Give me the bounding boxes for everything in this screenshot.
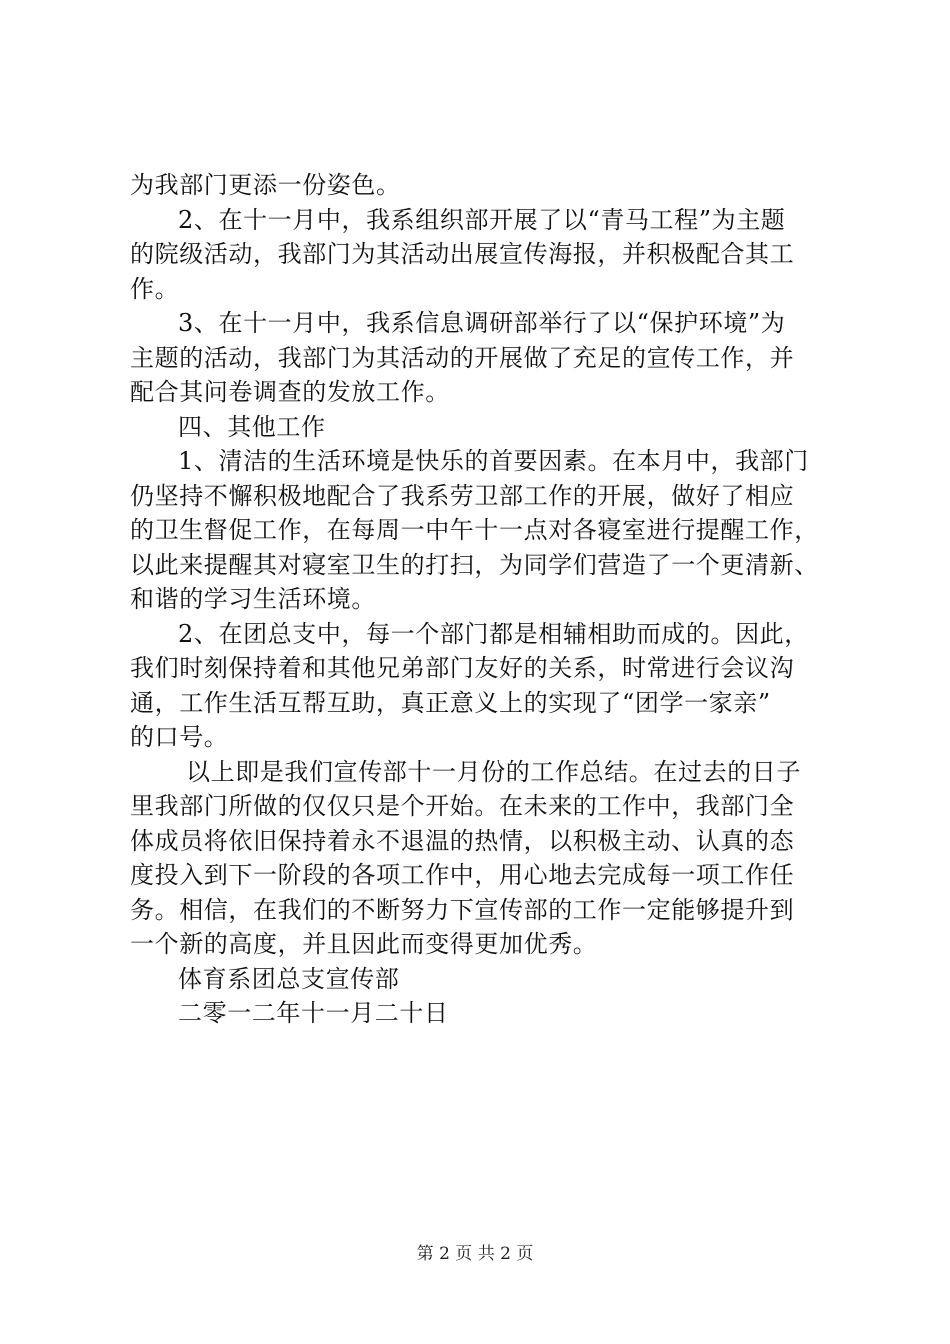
summary-paragraph-start: 以上即是我们宣传部十一月份的工作总结。在过去的日子 bbox=[186, 757, 801, 786]
signature-date: 二零一二年十一月二十日 bbox=[178, 999, 449, 1027]
paragraph-item-1-start: 1、清洁的生活环境是快乐的首要因素。在本月中，我部门 bbox=[178, 447, 809, 475]
document-body bbox=[130, 168, 840, 1031]
section-heading-other-work: 四、其他工作 bbox=[178, 412, 326, 441]
text-line: 作。 bbox=[130, 274, 180, 303]
text-line: 主题的活动，我部门为其活动的开展做了充足的宣传工作，并 bbox=[130, 343, 795, 372]
text-line: 里我部门所做的仅仅只是个开始。在未来的工作中，我部门全 bbox=[130, 792, 795, 820]
text-line: 的口号。 bbox=[130, 723, 229, 751]
text-line: 通，工作生活互帮互助，真正意义上的实现了“团学一家亲” bbox=[130, 688, 771, 717]
paragraph-item-2-start: 2、在十一月中，我系组织部开展了以“青马工程”为主题 bbox=[178, 205, 786, 234]
signature-department: 体育系团总支宣传部 bbox=[178, 964, 400, 993]
text-line: 以此来提醒其对寝室卫生的打扫，为同学们营造了一个更清新、 bbox=[130, 550, 819, 579]
text-line: 务。相信，在我们的不断努力下宣传部的工作一定能够提升到 bbox=[130, 895, 795, 924]
text-line: 配合其问卷调查的发放工作。 bbox=[130, 378, 450, 406]
paragraph-item-2b-start: 2、在团总支中，每一个部门都是相辅相助而成的。因此， bbox=[178, 619, 809, 648]
text-line: 一个新的高度，并且因此而变得更加优秀。 bbox=[130, 930, 598, 958]
text-line: 为我部门更添一份姿色。 bbox=[130, 171, 401, 199]
page-number-footer: 第 2 页 共 2 页 bbox=[416, 1244, 534, 1264]
text-line: 仍坚持不懈积极地配合了我系劳卫部工作的开展，做好了相应 bbox=[130, 481, 795, 510]
text-line: 的院级活动，我部门为其活动出展宣传海报，并积极配合其工 bbox=[130, 240, 795, 268]
text-line: 和谐的学习生活环境。 bbox=[130, 585, 376, 613]
paragraph-item-3-start: 3、在十一月中，我系信息调研部举行了以“保护环境”为 bbox=[178, 309, 786, 337]
text-line: 度投入到下一阶段的各项工作中，用心地去完成每一项工作任 bbox=[130, 861, 795, 889]
text-line: 的卫生督促工作，在每周一中午十一点对各寝室进行提醒工作， bbox=[130, 516, 819, 544]
text-line: 体成员将依旧保持着永不退温的热情，以积极主动、认真的态 bbox=[130, 826, 795, 855]
text-line: 我们时刻保持着和其他兄弟部门友好的关系，时常进行会议沟 bbox=[130, 654, 795, 682]
